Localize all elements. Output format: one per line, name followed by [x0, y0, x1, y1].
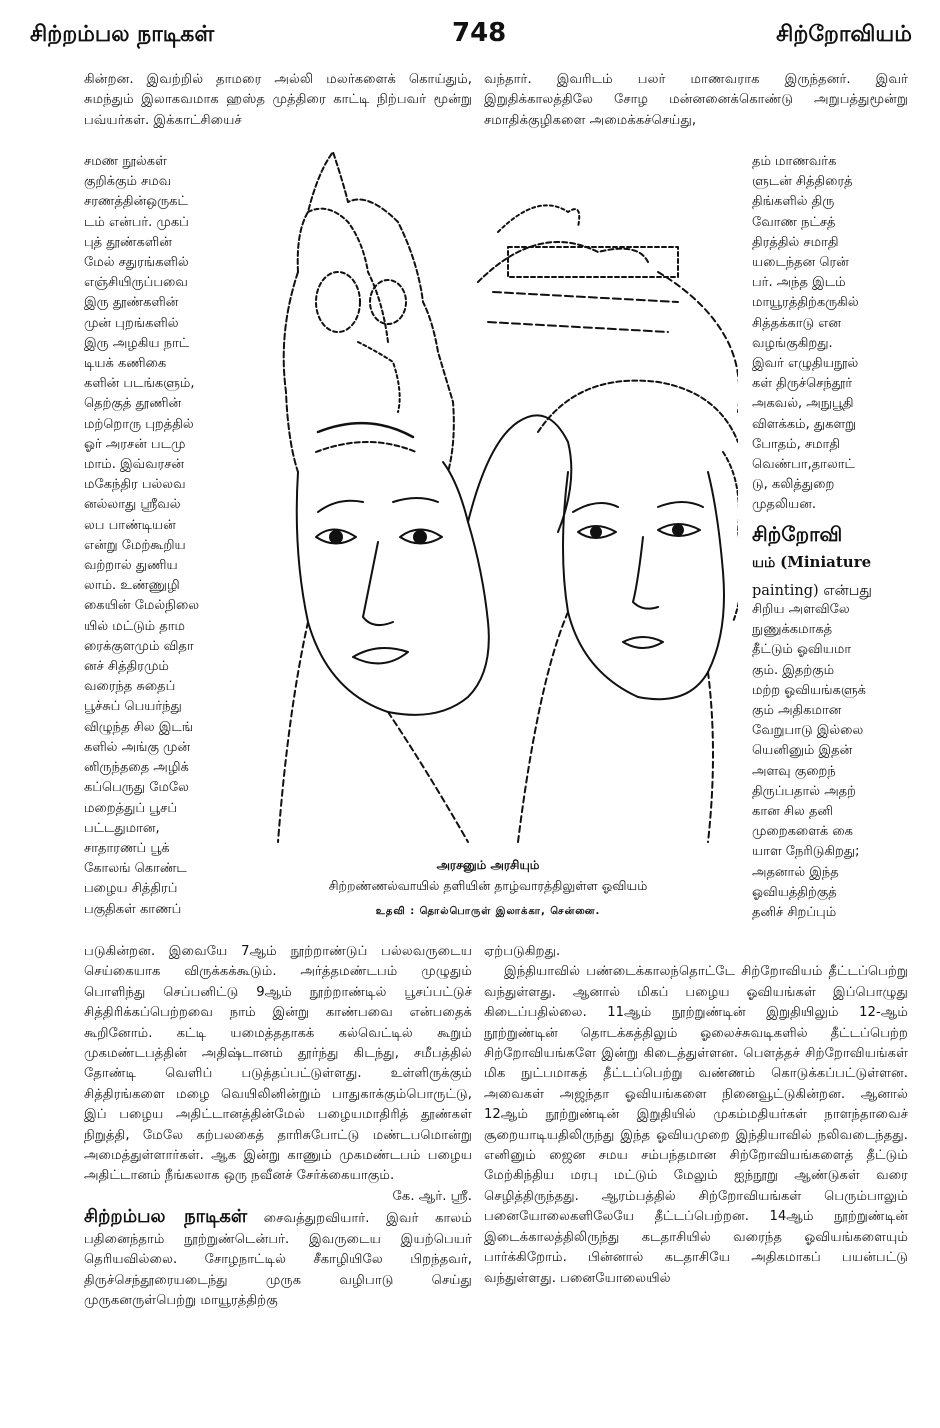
- left-column-line: டம் என்பர். முகப்: [84, 214, 189, 230]
- king-queen-painting-drawing: [238, 152, 738, 852]
- left-narrow-column: [84, 152, 236, 920]
- miniature-column-line: மற்ற ஓவியங்களுக்: [752, 682, 866, 698]
- right-column-line: வோண நட்சத்: [752, 214, 836, 230]
- figure-caption-credit: உதவி : தொல்பொருள் இலாக்கா, சென்னை.: [375, 906, 601, 917]
- miniature-column-line: வேறுபாடு இல்லை: [752, 723, 864, 739]
- left-column-line: வற்றால் துணிய: [84, 558, 178, 574]
- entry-text-chitrambala: சைவத்துறவியார். இவர் காலம் பதினைந்தாம் நூற்றுண்டென்பர். இவருடைய இயற்பெயர் தெரியவில்லை. சோழநாட்டில் சீகாழியிலே பிறந்தவர், திருச்செந்தூரையடைந்து முருக வழிபாடு செய்து முருகனருள்பெற்று மாயூரத்திற்கு: [84, 1211, 472, 1308]
- left-column-line: களின் படங்களும்,: [84, 376, 195, 392]
- page-number: 748: [452, 18, 507, 48]
- left-column-line: குறிக்கும் சமவ: [84, 174, 172, 190]
- figure-caption-title: அரசனும் அரசியும்: [436, 858, 540, 872]
- miniature-column-line: கான சில தனி: [752, 804, 833, 820]
- left-column-line: மாம். இவ்வரசன்: [84, 457, 185, 473]
- left-column-line: சமண நூல்கள்: [84, 154, 167, 169]
- author-signature: கே. ஆர். ஸ்ரீ.: [392, 1188, 472, 1204]
- left-column-line: யில் மட்டும் தாம: [84, 618, 185, 634]
- right-column-line: ளுடன் சித்திரைத்: [752, 174, 853, 190]
- right-column-line: போதம், சமாதி: [752, 436, 840, 452]
- bottom-right-section: [484, 942, 908, 1289]
- left-column-line: கப்பெருது மேலே: [84, 780, 189, 796]
- miniature-column-line: சிறிய அளவிலே: [752, 602, 850, 617]
- miniature-column-line: தீட்டும் ஓவியமா: [752, 642, 852, 658]
- miniature-column-line: முறைகளைக் கை: [752, 824, 853, 840]
- top-right-paragraph: [484, 70, 908, 131]
- left-column-line: முன் புறங்களில்: [84, 315, 179, 331]
- miniature-column-line: யெனினும் இதன்: [752, 743, 853, 759]
- right-narrow-column-2: [752, 600, 908, 923]
- entry-heading-block: [752, 520, 912, 605]
- left-column-line: னச் சித்திரமும்: [84, 659, 169, 675]
- miniature-column-line: கும் அதிகமான: [752, 703, 842, 719]
- bottom-left-section: [84, 942, 472, 1311]
- entry-heading-chitrambala: சிற்றம்பல நாடிகள்: [84, 1206, 248, 1228]
- running-head-left: சிற்றம்பல நாடிகள்: [30, 22, 215, 47]
- running-head-right: சிற்றோவியம்: [776, 22, 912, 47]
- right-column-line: அகவல், அநுபூதி: [752, 396, 854, 412]
- top-right-text: வந்தார். இவரிடம் பலர் மாணவராக இருந்தனர். இவர் இறுதிக்காலத்திலே சோழ மன்னனைக்கொண்டு அறுபத்துமூன்று சமாதிக்குழிகளை அமைக்கச்செய்து,: [484, 72, 908, 128]
- right-column-line: வெண்பா,தாலாட்: [752, 457, 855, 473]
- left-column-line: மகேந்திர பல்லவ: [84, 477, 186, 493]
- figure-caption-description: சிற்றண்ணல்வாயில் தளியின் தாழ்வாரத்திலுள்ள ஓவியம்: [328, 878, 648, 893]
- miniature-column-line: அளவு குறைந்: [752, 763, 836, 779]
- right-column-line: சித்தக்காடு என: [752, 315, 842, 331]
- entry-heading-miniature: சிற்றோவி: [752, 522, 843, 546]
- miniature-column-line: திருப்பதால் அதற்: [752, 783, 856, 799]
- miniature-column-line: நுணுக்கமாகத்: [752, 622, 833, 638]
- miniature-column-line: யாள நேரிடுகிறது;: [752, 844, 860, 860]
- miniature-column-line: ஓவியத்திற்குத்: [752, 884, 837, 900]
- left-column-line: னல்லாது ஸ்ரீவல்: [84, 497, 181, 513]
- right-column-line: முதலியன.: [752, 497, 817, 513]
- left-column-line: மறைத்துப் பூசப்: [84, 800, 178, 816]
- left-column-line: ரைக்குளமும் விதா: [84, 638, 194, 654]
- left-column-line: களில் அங்கு முன்: [84, 739, 191, 755]
- right-column-line: மாயூரத்திற்கருகில்: [752, 295, 859, 311]
- left-column-line: மேல் சதுரங்களில்: [84, 255, 189, 271]
- left-column-line: பட்டதுமான,: [84, 820, 160, 836]
- left-column-line: னிருந்ததை அழிக்: [84, 760, 189, 776]
- left-column-line: இரு தூண்களின்: [84, 295, 179, 311]
- left-column-line: பகுதிகள் காணப்: [84, 901, 182, 917]
- bottom-left-paragraph: படுகின்றன. இவையே 7ஆம் நூற்றாண்டுப் பல்லவருடைய செய்கையாக விருக்கக்கூடும். அர்த்தமண்டபம் முழுதும் பொளிந்து செப்பனிட்டு 9ஆம் நூற்றாண்டில் பூசப்பட்டுச் சித்திரிக்கப்பெற்றவை நாம் இன்று காண்பவை என்பதைக் கூறினோம். கட்டி யமைத்ததாகக் கல்வெட்டில் கூறும் முகமண்டபத்தின் அதிஷ்டானம் தூர்ந்து கிடந்து, சமீபத்தில் தோண்டி வெளிப் படுத்தப்பட்டுள்ளது. உள்ளிருக்கும் சித்திரங்களை மழை வெயிலினின்றும் பாதுகாக்கும்பொருட்டு, இப் பழைய அதிட்டானத்தின்மேல் பழையமாதிரித் தூண்கள் நிறுத்தி, மேலே கற்பலகைத் தாரிசுபோட்டு மண்டபமொன்று அமைத்துள்ளார்கள். ஆக இன்று காணும் முகமண்டபம் பழைய அதிட்டானம் நீங்கலாக ஒரு நவீனச் சேர்க்கையாகும்.: [84, 944, 472, 1184]
- right-column-line: திரத்தில் சமாதி: [752, 234, 839, 250]
- left-column-line: லாம். உண்ணுழி: [84, 578, 180, 594]
- top-left-paragraph: [84, 70, 472, 131]
- left-column-line: விழுந்த சில இடங்: [84, 719, 194, 735]
- left-column-line: டியக் கணிகை: [84, 356, 167, 372]
- entry-heading-english: (Miniature: [780, 553, 872, 571]
- miniature-column-line: அதனால் இந்த: [752, 864, 839, 880]
- left-column-line: பழைய சித்திரப்: [84, 881, 178, 897]
- left-column-line: புத் தூண்களின்: [84, 234, 172, 250]
- right-column-line: விளக்கம், துகளறு: [752, 416, 857, 432]
- right-column-line: வழங்குகிறது.: [752, 335, 833, 351]
- left-column-line: சரணத்தின்ஒருகட்: [84, 194, 188, 210]
- left-column-line: சாதாரணப் பூக்: [84, 840, 170, 856]
- left-column-line: லப பாண்டியன்: [84, 517, 176, 533]
- left-column-line: கையின் மேல்நிலை: [84, 598, 200, 614]
- right-column-line: கள் திருச்செந்தூர்: [752, 376, 853, 392]
- entry-heading-english-2: painting) என்பது: [752, 583, 872, 599]
- bottom-right-paragraph: இந்தியாவில் பண்டைக்காலந்தொட்டே சிற்றோவியம் தீட்டப்பெற்று வந்துள்ளது. ஆனால் மிகப் பழைய ஓவியங்கள் இப்பொழுது கிடைப்பதில்லை. 11ஆம் நூற்றுண்டின் இறுதியிலும் 12-ஆம் நூற்றுண்டின் தொடக்கத்திலும் ஓலைச்சுவடிகளில் தீட்டப்பெற்ற சிற்றோவியங்களே இன்று கிடைத்துள்ளன. பௌத்தச் சிற்றோவியங்கள் மிக நுட்பமாகத் தீட்டப்பெற்று வண்ணம் கொடுக்கப்பட்டுள்ளன. அவைகள் அஜந்தா ஓவியங்களை நினைவூட்டுகின்றன. ஆனால் 12ஆம் நூற்றுண்டின் இறுதியில் முகம்மதியர்கள் நாளந்தாவைச் சூறையாடியதிலிருந்து இந்த ஓவியமுறை இந்தியாவில் நலிவடைந்தது. எனினும் ஜைன சமய சம்பந்தமான சிற்றோவியங்களைத் தீட்டும் மேற்கிந்திய மரபு மட்டும் மேலும் ஐந்நூறு ஆண்டுகள் வரை செழித்திருந்தது. ஆரம்பத்தில் சிற்றோவியங்கள் பெரும்பாலும் பனையோலைகளிலேயே தீட்டப்பெற்றன. 14ஆம் நூற்றுண்டின் இடைக்காலத்திலிருந்து கடதாசியில் வரைந்த ஓவியங்களையும் பார்க்கிறோம். பின்னால் கடதாசியே அதிகமாகப் பயன்பட்டு வந்துள்ளது. பனையோலையில்: [484, 964, 908, 1286]
- right-narrow-column: [752, 152, 908, 516]
- left-column-line: என்று மேற்கூறிய: [84, 537, 186, 553]
- top-left-text: கின்றன. இவற்றில் தாமரை அல்லி மலர்களைக் கொய்தும், சுமந்தும் இலாகவமாக ஹஸ்த முத்திரை காட்டி நிற்பவர் மூன்று பவ்யர்கள். இக்காட்சியைச்: [84, 72, 472, 128]
- right-column-line: திங்களில் திரு: [752, 194, 835, 210]
- right-column-line: டு, கலித்துறை: [752, 477, 835, 493]
- left-column-line: தெற்குத் தூணின்: [84, 396, 182, 412]
- right-column-line: யடைந்தன ரென்: [752, 255, 849, 271]
- left-column-line: ஓர் அரசன் படமு: [84, 436, 186, 452]
- left-column-line: இரு அழகிய நாட்: [84, 335, 190, 351]
- left-column-line: பூச்சுப் பெயர்ந்து: [84, 699, 182, 715]
- right-column-line: தம் மாணவர்க: [752, 154, 837, 169]
- left-column-line: எஞ்சியிருப்பவை: [84, 275, 188, 291]
- right-column-line: பர். அந்த இடம்: [752, 275, 846, 291]
- left-column-line: கோலங் கொண்ட: [84, 861, 187, 877]
- entry-heading-cont: யம்: [752, 555, 776, 571]
- left-column-line: மற்றொரு புறத்தில்: [84, 416, 194, 432]
- miniature-column-line: கும். இதற்கும்: [752, 662, 835, 678]
- right-column-line: இவர் எழுதியநூல்: [752, 356, 859, 372]
- left-column-line: வரைந்த சுதைப்: [84, 679, 176, 695]
- bottom-right-first-line: ஏற்படுகிறது.: [484, 944, 561, 959]
- miniature-column-line: தனிச் சிறப்பும்: [752, 905, 837, 921]
